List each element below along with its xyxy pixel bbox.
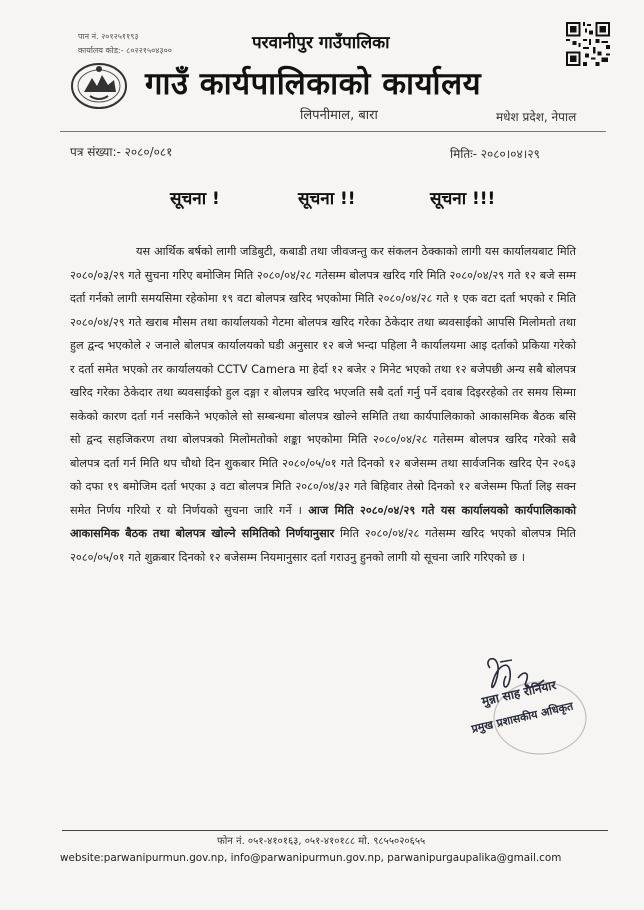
signature-icon [460,648,600,758]
body-part-2: आज मिति २०८०/०४/२९ गते यस कार्यालयको कार्यपालिकाको आकासमिक बैठक तथा बोलपत्र खोल्ने समितिको निर्णयानुसार [70,503,577,540]
qr-code-icon [566,22,610,66]
pan-number: पान नं. २०१२५११९३ [78,32,139,41]
footer-divider [62,830,608,831]
header-divider [60,131,606,132]
office-address: लिपनीमाल, बारा [300,108,378,123]
office-title: गाउँ कार्यपालिकाको कार्यालय [145,66,482,102]
office-code: कार्यालय कोड:- ८०२२१५०४३०० [78,46,172,55]
footer-phones: फोन नं. ०५१-४१०१६३, ०५१-४१०१८८ मो. ९८५५०२०६५५ [217,836,426,847]
reference-number: पत्र संख्या:- २०८०/०८१ [70,145,173,159]
signatory-name: मुन्ना साह रौनियार [480,677,558,709]
body-part-3: मिति २०८०/०४/२८ गतेसम्म खरिद भएको बोलपत्र मिति २०८०/०५/०१ गते शुक्रबार दिनको १२ बजेसम्म नियमानुसार दर्ता गराउनु हुनको लागी यो सूचना जारि गरिएको छ । [70,527,576,564]
notice-heading-2: सूचना !! [298,189,356,209]
reference-date: मितिः- २०८०।०४।२९ [450,147,540,161]
notice-body [70,240,576,569]
signatory-title: प्रमुख प्रशासकीय अधिकृत [470,699,575,736]
notice-heading-3: सूचना !!! [430,189,496,209]
notice-heading-1: सूचना ! [170,189,220,209]
office-name: परवानीपुर गाउँपालिका [252,33,390,53]
footer-website: website:parwanipurmun.gov.np, info@parwanipurmun.gov.np, parwanipurgaupalika@gmail.com [60,852,562,864]
nepal-emblem-icon [70,60,128,110]
body-part-1: यस आर्थिक बर्षको लागी जडिबुटी, कबाडी तथा जीवजन्तु कर संकलन ठेक्काको लागी यस कार्यालयबाट मिति २०८०/०३/२९ गते सुचना गरिए बमोजिम मिति २०८०/०४/२८ गतेसम्म बोलपत्र खरिद गरि मिति २०८०/०४/२९ गते १२ बजे सम्म दर्ता गर्नको लागी समयसिमा रहेकोमा १९ वटा बोलपत्र खरिद भएकोमा मिति २०८०/०४/२८ गते १ एक वटा दर्ता भएको र मिति २०८०/०४/२९ गते खराब मौसम तथा कार्यालयको गेटमा बोलपत्र खरिद गरेका ठेकेदार तथा ब्यवसाईको आपसि मिलोमतो तथा हुल द्वन्द भएकोले २ जनाले बोलपत्र कार्यालयको घडी अनुसार १२ बजे भन्दा पहिला नै कार्यालयमा आइ दर्ताको प्रकिया गरेको र दर्ता समेत भएको तर कार्यालयको CCTV Camera मा हेर्दा १२ बजेर २ मिनेट भएको तथा १२ बजेपछी अन्य सबै बोलपत्र खरिद गरेका ठेकेदार तथा ब्यवसाईको हुल दङ्गा र बोलपत्र खरिद भएजति सबै दर्ता गर्नु पर्ने दवाब दिइररहेको तर समय सिम्मा सकेको कारण दर्ता गर्न नसकिने भएकोले सो सम्बन्धमा बोलपत्र खोल्ने समिति तथा कार्यपालिकाको आकासमिक बैठक बसि सो द्वन्द सहजिकरण तथा बोलपत्रको मिलोमतोको शङ्का भएकोमा मिति २०८०/०४/२८ गतेसम्म बोलपत्र खरिद गरेको सबै बोलपत्र दर्ता गर्न मिति थप चौथो दिन शुकबार मिति २०८०/०५/०१ गते दिनको १२ बजेसम्म तथा सार्वजनिक खरिद ऐन २०६३ को दफा १९ बमोजिम दर्ता भएका ३ वटा बोलपत्र मिति २०८०/०४/३२ गते बिहिवार तेस्रो दिनको १२ बजेसम्म फिर्ता लिइ सक्न समेत निर्णय गरियो र यो निर्णयको सुचना जारि गर्ने । [70,245,576,517]
office-province: मधेश प्रदेश, नेपाल [496,110,577,124]
